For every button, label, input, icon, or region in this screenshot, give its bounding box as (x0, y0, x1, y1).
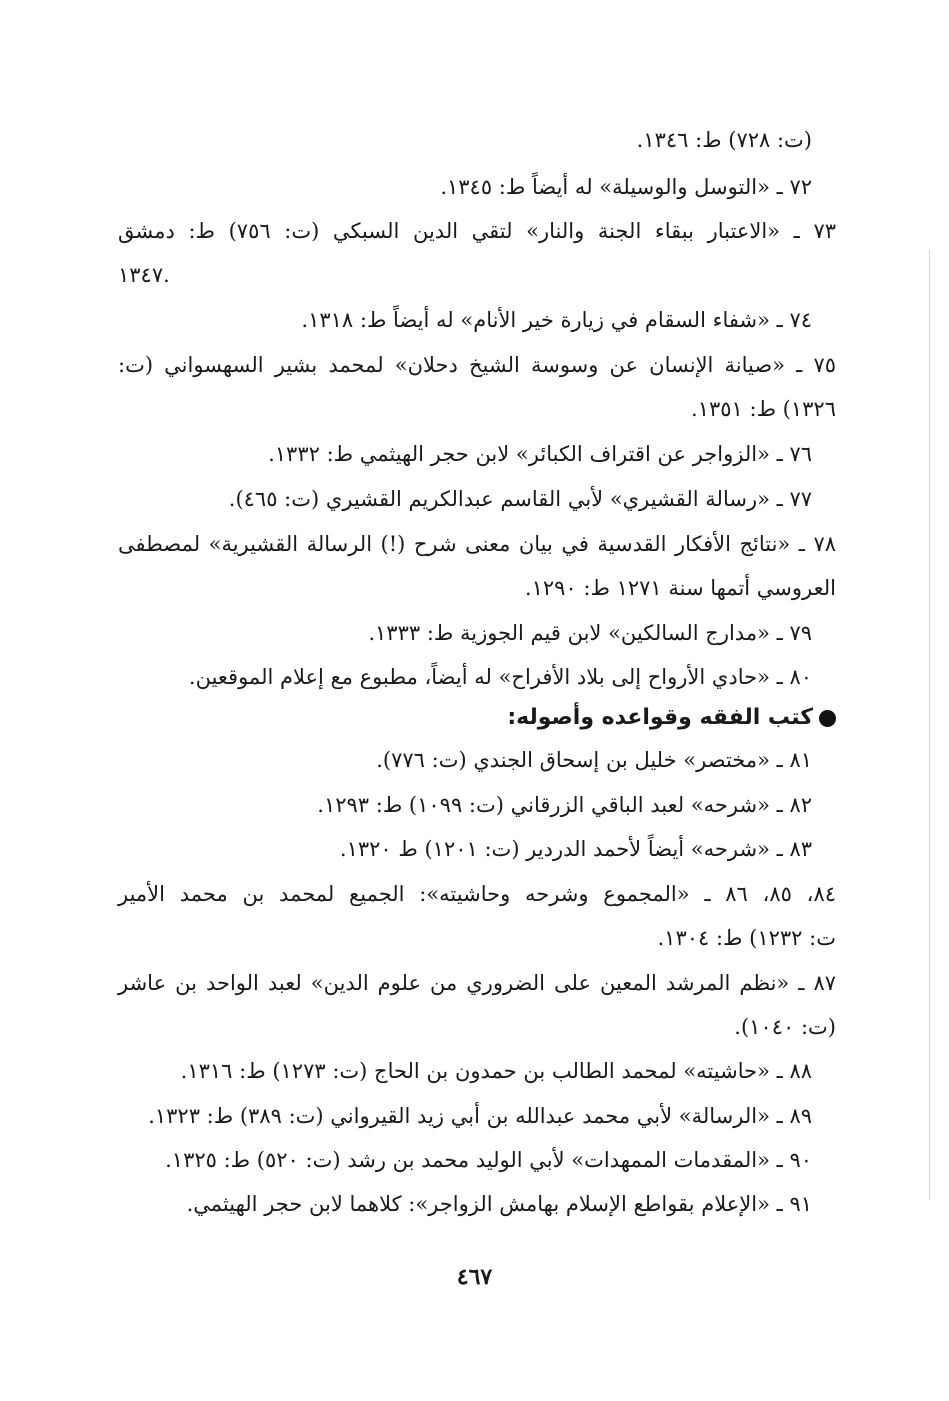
margin-rule (929, 250, 930, 1200)
entry-91: ٩١ ـ «الإعلام بقواطع الإسلام بهامش الزواجر»: كلاهما لابن حجر الهيثمي. (186, 1192, 812, 1216)
entry-74: ٧٤ ـ «شفاء السقام في زيارة خير الأنام» له أيضاً ط: ١٣١٨. (301, 308, 812, 332)
entry-89: ٨٩ ـ «الرسالة» لأبي محمد عبدالله بن أبي زيد القيرواني (ت: ٣٨٩) ط: ١٣٢٣. (148, 1104, 812, 1128)
entry-81: ٨١ ـ «مختصر» خليل بن إسحاق الجندي (ت: ٧٧٦). (376, 748, 812, 772)
section-heading-text: كتب الفقه وقواعده وأصوله: (507, 705, 813, 730)
entry-76: ٧٦ ـ «الزواجر عن اقتراف الكبائر» لابن حجر الهيثمي ط: ١٣٣٢. (268, 442, 812, 466)
entry-84-86-continuation: ت: ١٢٣٢) ط: ١٣٠٤. (657, 926, 836, 950)
entry-73: ٧٣ ـ «الاعتبار ببقاء الجنة والنار» لتقي الدين السبكي (ت: ٧٥٦) ط: دمشق (118, 219, 836, 243)
text-line-continuation: (ت: ٧٢٨) ط: ١٣٤٦. (636, 128, 812, 152)
entry-80: ٨٠ ـ «حادي الأرواح إلى بلاد الأفراح» له أيضاً، مطبوع مع إعلام الموقعين. (188, 665, 812, 689)
section-heading (507, 702, 836, 734)
entry-75: ٧٥ ـ «صيانة الإنسان عن وسوسة الشيخ دحلان» لمحمد بشير السهسواني (ت: (118, 353, 836, 377)
entry-75-continuation: ١٣٢٦) ط: ١٣٥١. (691, 397, 836, 421)
entry-77: ٧٧ ـ «رسالة القشيري» لأبي القاسم عبدالكريم القشيري (ت: ٤٦٥). (228, 487, 812, 511)
entry-73-continuation: ١٣٤٧. (118, 263, 170, 287)
entry-90: ٩٠ ـ «المقدمات الممهدات» لأبي الوليد محمد بن رشد (ت: ٥٢٠) ط: ١٣٢٥. (165, 1148, 812, 1172)
entry-87-continuation: (ت: ١٠٤٠). (734, 1015, 836, 1039)
entry-79: ٧٩ ـ «مدارج السالكين» لابن قيم الجوزية ط: ١٣٣٣. (368, 621, 812, 645)
entry-84-86: ٨٤، ٨٥، ٨٦ ـ «المجموع وشرحه وحاشيته»: الجميع لمحمد بن محمد الأمير (118, 882, 836, 906)
page-number: ٤٦٧ (456, 1264, 493, 1290)
bullet-icon (819, 710, 836, 727)
entry-78-continuation: العروسي أتمها سنة ١٢٧١ ط: ١٢٩٠. (524, 576, 836, 600)
entry-82: ٨٢ ـ «شرحه» لعبد الباقي الزرقاني (ت: ١٠٩٩) ط: ١٢٩٣. (317, 793, 812, 817)
entry-83: ٨٣ ـ «شرحه» أيضاً لأحمد الدردير (ت: ١٢٠١) ط ١٣٢٠. (339, 837, 812, 861)
entry-72: ٧٢ ـ «التوسل والوسيلة» له أيضاً ط: ١٣٤٥. (440, 175, 812, 199)
entry-78: ٧٨ ـ «نتائج الأفكار القدسية في بيان معنى شرح (!) الرسالة القشيرية» لمصطفى (118, 532, 836, 556)
entry-88: ٨٨ ـ «حاشيته» لمحمد الطالب بن حمدون بن الحاج (ت: ١٢٧٣) ط: ١٣١٦. (180, 1059, 812, 1083)
entry-87: ٨٧ ـ «نظم المرشد المعين على الضروري من علوم الدين» لعبد الواحد بن عاشر (118, 971, 836, 995)
